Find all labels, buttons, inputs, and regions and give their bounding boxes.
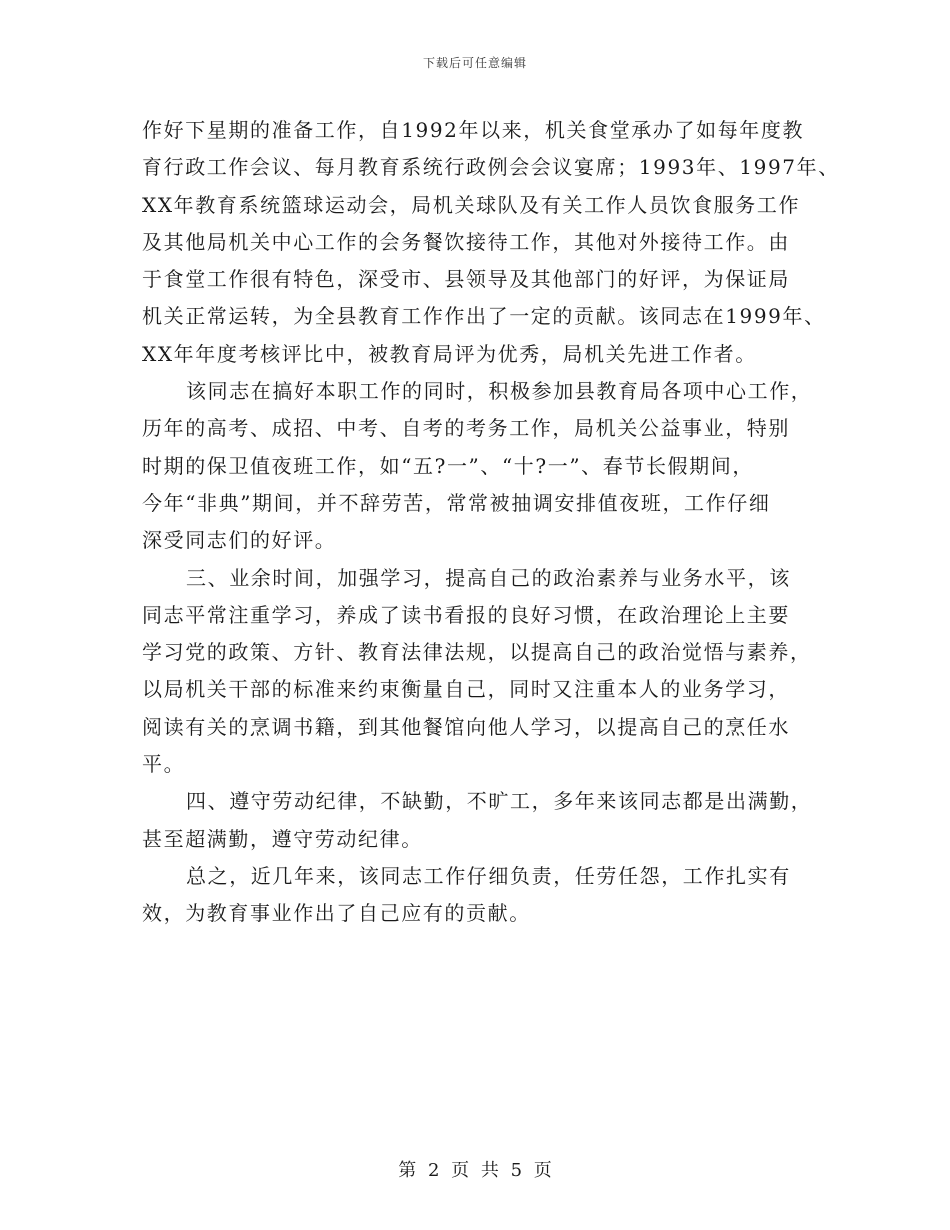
text-line: 机关正常运转，为全县教育工作作出了一定的贡献。该同志在1999年、 <box>142 304 826 329</box>
text-line: 作好下星期的准备工作，自1992年以来，机关食堂承办了如每年度教 <box>142 118 805 142</box>
text-line: 育行政工作会议、每月教育系统行政例会会议宴席；1993年、1997年、 <box>142 155 840 180</box>
paragraph-start-line: 该同志在搞好本职工作的同时，积极参加县教育局各项中心工作， <box>186 379 813 404</box>
text-line: 效，为教育事业作出了自己应有的贡献。 <box>142 901 531 926</box>
text-line: 平。 <box>142 752 186 777</box>
text-line: 以局机关干部的标准来约束衡量自己，同时又注重本人的业务学习， <box>142 677 790 702</box>
page-header: 下载后可任意编辑 <box>422 56 527 70</box>
text-line: XX年年度考核评比中，被教育局评为优秀，局机关先进工作者。 <box>142 341 757 366</box>
page-number-footer: 第 2 页 共 5 页 <box>398 1160 552 1181</box>
text-line: 时期的保卫值夜班工作，如“五?一”、“十?一”、春节长假期间， <box>142 453 754 478</box>
text-line: 深受同志们的好评。 <box>142 528 337 553</box>
text-line: 于食堂工作很有特色，深受市、县领导及其他部门的好评，为保证局 <box>142 267 790 292</box>
text-line: 及其他局机关中心工作的会务餐饮接待工作，其他对外接待工作。由 <box>142 229 790 254</box>
paragraph-start-line: 四、遵守劳动纪律，不缺勤，不旷工，多年来该同志都是出满勤， <box>186 789 813 814</box>
text-line: 同志平常注重学习，养成了读书看报的良好习惯，在政治理论上主要 <box>142 602 790 627</box>
text-line: 甚至超满勤，遵守劳动纪律。 <box>142 826 423 851</box>
text-line: 学习党的政策、方针、教育法律法规，以提高自己的政治觉悟与素养， <box>142 640 812 665</box>
text-line: 阅读有关的烹调书籍，到其他餐馆向他人学习，以提高自己的烹任水 <box>142 714 790 739</box>
text-line: 今年“非典”期间，并不辞劳苦，常常被抽调安排值夜班，工作仔细 <box>142 490 771 515</box>
text-line: XX年教育系统篮球运动会，局机关球队及有关工作人员饮食服务工作 <box>142 192 801 217</box>
paragraph-start-line: 总之，近几年来，该同志工作仔细负责，任劳任怨，工作扎实有 <box>186 863 791 888</box>
paragraph-start-line: 三、业余时间，加强学习，提高自己的政治素养与业务水平，该 <box>186 565 791 590</box>
text-line: 历年的高考、成招、中考、自考的考务工作，局机关公益事业，特别 <box>142 416 790 441</box>
document-body <box>142 112 840 933</box>
